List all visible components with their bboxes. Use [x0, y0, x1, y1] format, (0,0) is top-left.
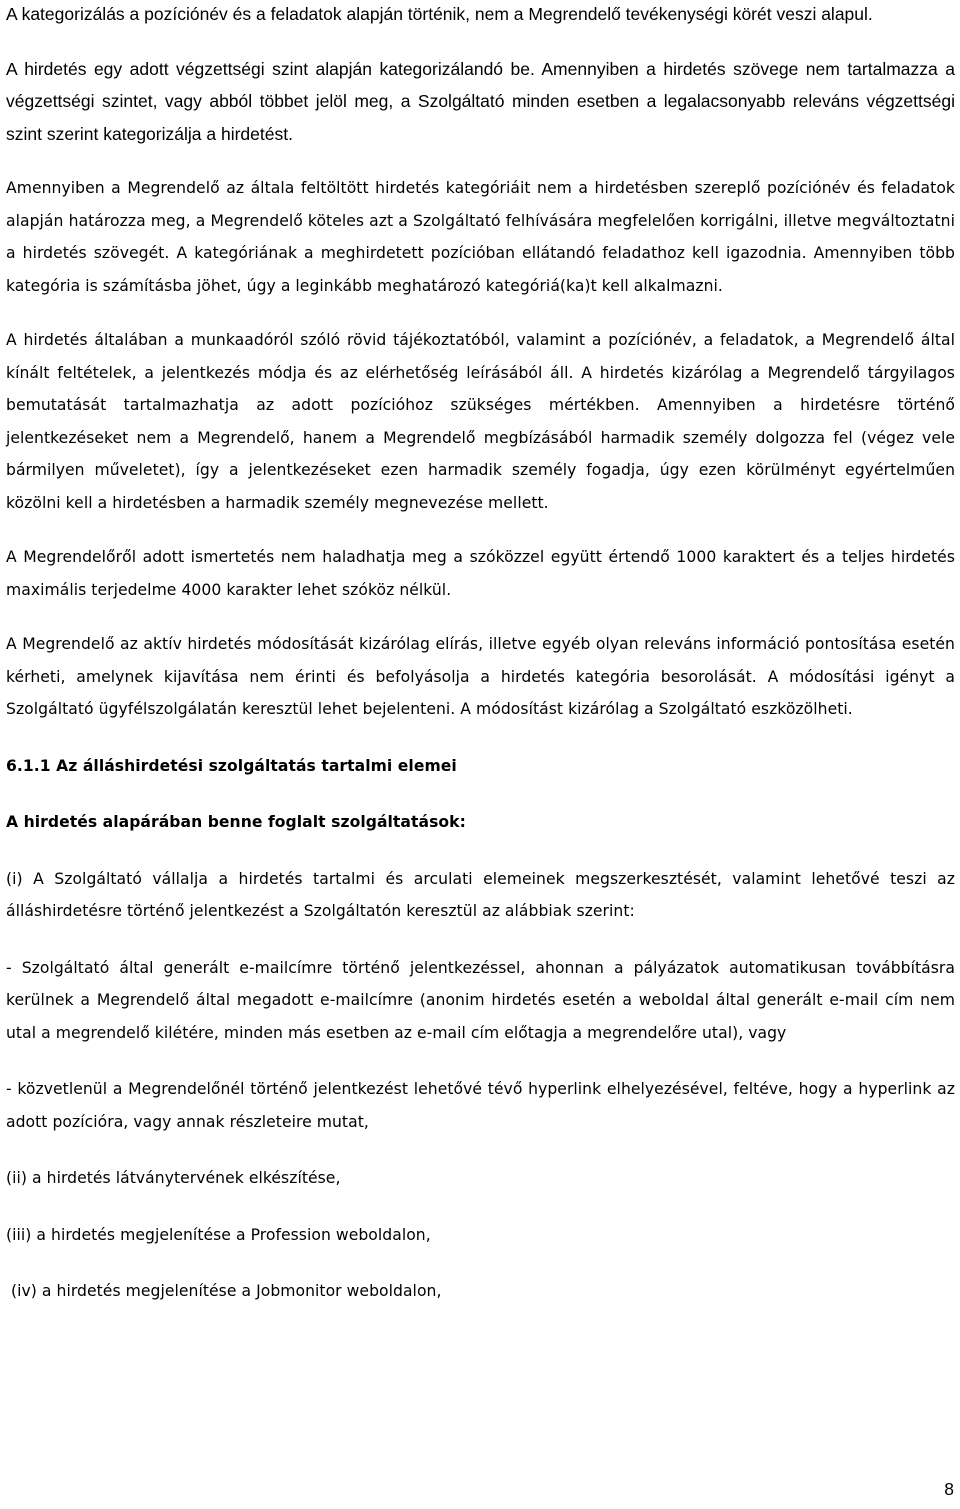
list-item-iv: (iv) a hirdetés megjelenítése a Jobmonitor weboldalon, — [11, 1282, 442, 1300]
section-heading: 6.1.1 Az álláshirdetési szolgáltatás tartalmi elemei — [6, 756, 457, 775]
list-item-hyperlink-application: - közvetlenül a Megrendelőnél történő jelentkezést lehetővé tévő hyperlink elhelyezésével, feltéve, hogy a hyperlink az adott pozícióra, vagy annak részleteire mutat, — [6, 1080, 955, 1131]
list-item-iii: (iii) a hirdetés megjelenítése a Profession weboldalon, — [6, 1225, 431, 1244]
list-item-i: (i) A Szolgáltató vállalja a hirdetés tartalmi és arculati elemeinek megszerkesztését, valamint lehetővé teszi az álláshirdetésre történő jelentkezést a Szolgáltatón keresztül az alábbiak szerint: — [6, 869, 955, 920]
subsection-heading: A hirdetés alapárában benne foglalt szolgáltatások: — [6, 813, 466, 831]
list-item-ii: (ii) a hirdetés látványtervének elkészítése, — [6, 1169, 341, 1187]
page-number: 8 — [944, 1479, 954, 1499]
paragraph-ad-modification: A Megrendelő az aktív hirdetés módosítását kizárólag elírás, illetve egyéb olyan releváns információ pontosítása esetén kérheti, amelynek kijavítása nem érinti és befolyásolja a hirdetés kategória besorolását. A módosítási igényt a Szolgáltató ügyfélszolgálatán keresztül lehet bejelenteni. A módosítást kizárólag a Szolgáltató eszközölheti. — [6, 635, 955, 718]
paragraph-categorization-basis: A kategorizálás a pozíciónév és a feladatok alapján történik, nem a Megrendelő tevékenységi körét veszi alapul. — [6, 4, 873, 24]
list-item-email-application: - Szolgáltató által generált e-mailcímre történő jelentkezéssel, ahonnan a pályázatok automatikusan továbbításra kerülnek a Megrendelő által megadott e-mailcímre (anonim hirdetés esetén a weboldal által generált e-mail cím nem utal a megrendelő kilétére, minden más esetben az e-mail cím előtagja a megrendelőre utal), vagy — [6, 958, 955, 1042]
paragraph-education-level: A hirdetés egy adott végzettségi szint alapján kategorizálandó be. Amennyiben a hirdetés szövege nem tartalmazza a végzettségi szintet, vagy abból többet jelöl meg, a Szolgáltató minden esetben a legalacsonyabb releváns végzettségi szint szerint kategorizálja a hirdetést. — [6, 58, 955, 144]
paragraph-ad-content: A hirdetés általában a munkaadóról szóló rövid tájékoztatóból, valamint a pozíciónév, a feladatok, a Megrendelő által kínált feltételek, a jelentkezés módja és az elérhetőség leírásából áll. A hirdetés kizárólag a Megrendelő tárgyilagos bemutatását tartalmazhatja az adott pozícióhoz szükséges mértékben. Amennyiben a hirdetésre történő jelentkezéseket nem a Megrendelő, hanem a Megrendelő megbízásából harmadik személy dolgozza fel (végez vele bármilyen műveletet), így a jelentkezéseket ezen harmadik személy fogadja, úgy ezen körülményt egyértelműen közölni kell a hirdetésben a harmadik személy megnevezése mellett. — [6, 331, 955, 512]
document-page — [6, 0, 955, 1308]
paragraph-category-correction: Amennyiben a Megrendelő az általa feltöltött hirdetés kategóriáit nem a hirdetésben szereplő pozíciónév és feladatok alapján határozza meg, a Megrendelő köteles azt a Szolgáltató felhívására megfelelően korrigálni, illetve megváltoztatni a hirdetés szövegét. A kategóriának a meghirdetett pozícióban ellátandó feladathoz kell igazodnia. Amennyiben több kategória is számításba jöhet, úgy a leginkább meghatározó kategóriá(ka)t kell alkalmazni. — [6, 179, 955, 295]
paragraph-character-limits: A Megrendelőről adott ismertetés nem haladhatja meg a szóközzel együtt értendő 1000 karaktert és a teljes hirdetés maximális terjedelme 4000 karakter lehet szóköz nélkül. — [6, 548, 955, 599]
